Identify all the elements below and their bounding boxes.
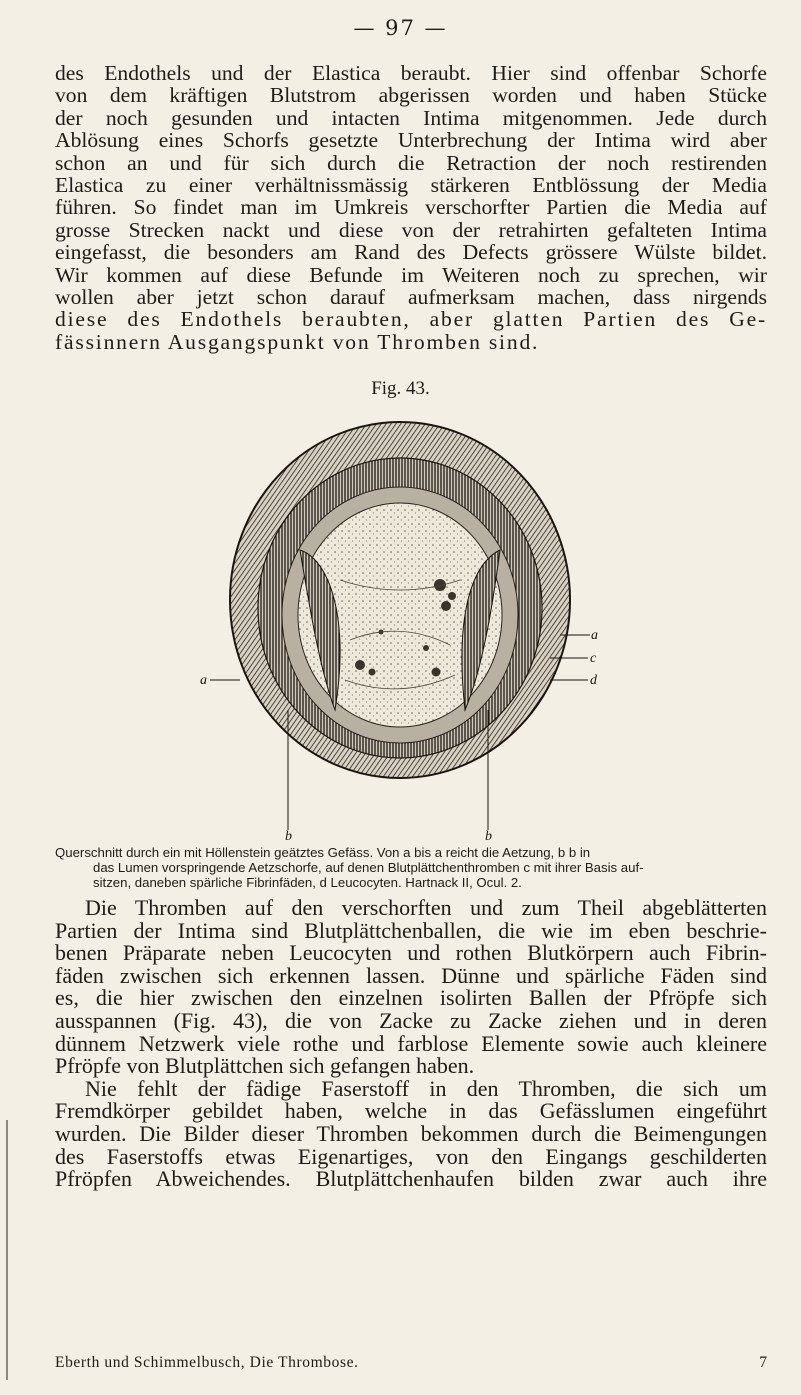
text-line: Nie fehlt der fädige Faserstoff in den Thromben, die sich um bbox=[85, 1075, 767, 1101]
figure-letter-c: c bbox=[590, 651, 597, 666]
text-line: Pfröpfen Abweichendes. Blutplättchenhaufen bilden zwar auch ihre bbox=[55, 1166, 767, 1192]
running-signature: Eberth und Schimmelbusch, Die Thrombose. bbox=[55, 1354, 359, 1371]
text-line: wollen aber jetzt schon darauf aufmerksam machen, dass nirgends bbox=[55, 285, 767, 310]
text-line: fässinnern Ausgangspunkt von Thromben sind. bbox=[55, 329, 540, 354]
caption-line: Querschnitt durch ein mit Höllenstein geätztes Gefäss. Von a bis a reicht die Aetzung, b b in bbox=[55, 845, 591, 860]
figure-letter-d: d bbox=[590, 673, 597, 688]
paragraph-2 bbox=[55, 897, 767, 1191]
caption-line: sitzen, daneben spärliche Fibrinfäden, d Leucocyten. Hartnack II, Ocul. 2. bbox=[93, 875, 522, 890]
figure-letter-a-right: a bbox=[591, 628, 598, 643]
text-line: eingefasst, die besonders am Rand des Defects grössere Wülste bildet. bbox=[55, 240, 767, 265]
figure-label: Fig. 43. bbox=[371, 378, 430, 399]
text-line: Wir kommen auf diese Befunde im Weiteren noch zu sprechen, wir bbox=[55, 262, 767, 287]
page-number: — 97 — bbox=[353, 16, 448, 40]
page-footer bbox=[55, 1354, 767, 1372]
caption-line: das Lumen vorspringende Aetzschorfe, auf denen Blutplättchenthromben c mit ihrer Basis auf- bbox=[93, 860, 644, 875]
figure-letter-a-left: a bbox=[200, 673, 207, 688]
text-line: grosse Strecken nackt und diese von der retrahirten gefalteten Intima bbox=[55, 217, 767, 242]
text-line: der noch gesunden und intacten Intima mitgenommen. Jede durch bbox=[55, 105, 767, 130]
text-line: Ablösung eines Schorfs gesetzte Unterbrechung der Intima wird aber bbox=[55, 128, 767, 153]
text-line: Elastica zu einer verhältnissmässig stärkeren Entblössung der Media bbox=[55, 173, 767, 198]
text-line: dünnem Netzwerk viele rothe und farblose Elemente sowie auch kleinere bbox=[55, 1030, 767, 1056]
text-line: Pfröpfe von Blutplättchen sich gefangen haben. bbox=[55, 1053, 475, 1079]
text-line: fäden zwischen sich erkennen lassen. Dünne und spärliche Fäden sind bbox=[55, 962, 767, 988]
margin-line bbox=[6, 1120, 8, 1380]
figure-caption bbox=[55, 845, 767, 890]
text-line: Fremdkörper gebildet haben, welche in das Gefässlumen eingeführt bbox=[55, 1098, 767, 1124]
figure-letter-b-left: b bbox=[285, 829, 292, 840]
text-line: benen Präparate neben Leucocyten und rothen Blutkörpern auch Fibrin- bbox=[55, 940, 767, 966]
paragraph-1 bbox=[55, 62, 767, 353]
text-line: Partien der Intima sind Blutplättchenballen, die wie im eben beschrie- bbox=[55, 917, 767, 943]
text-line: wurden. Die Bilder dieser Thromben bekommen durch die Beimengungen bbox=[55, 1120, 767, 1146]
text-line: des Faserstoffs etwas Eigenartiges, von den Eingangs geschilderten bbox=[55, 1143, 767, 1169]
vessel-cross-section-figure bbox=[200, 410, 600, 840]
text-line: schon an und für sich durch die Retraction der noch restirenden bbox=[55, 150, 767, 175]
text-line: diese des Endothels beraubten, aber glatten Partien des Ge- bbox=[55, 307, 767, 332]
text-line: Die Thromben auf den verschorften und zum Theil abgeblätterten bbox=[85, 895, 767, 920]
sheet-number: 7 bbox=[759, 1354, 767, 1371]
text-line: ausspannen (Fig. 43), die von Zacke zu Zacke ziehen und in deren bbox=[55, 1007, 767, 1033]
figure-letter-b-right: b bbox=[485, 829, 492, 840]
text-line: von dem kräftigen Blutstrom abgerissen worden und haben Stücke bbox=[55, 83, 767, 108]
text-line: des Endothels und der Elastica beraubt. Hier sind offenbar Schorfe bbox=[55, 61, 767, 85]
text-line: es, die hier zwischen den einzelnen isolirten Ballen der Pfröpfe sich bbox=[55, 985, 767, 1011]
text-line: führen. So findet man im Umkreis verschorfter Partien die Media auf bbox=[55, 195, 767, 220]
